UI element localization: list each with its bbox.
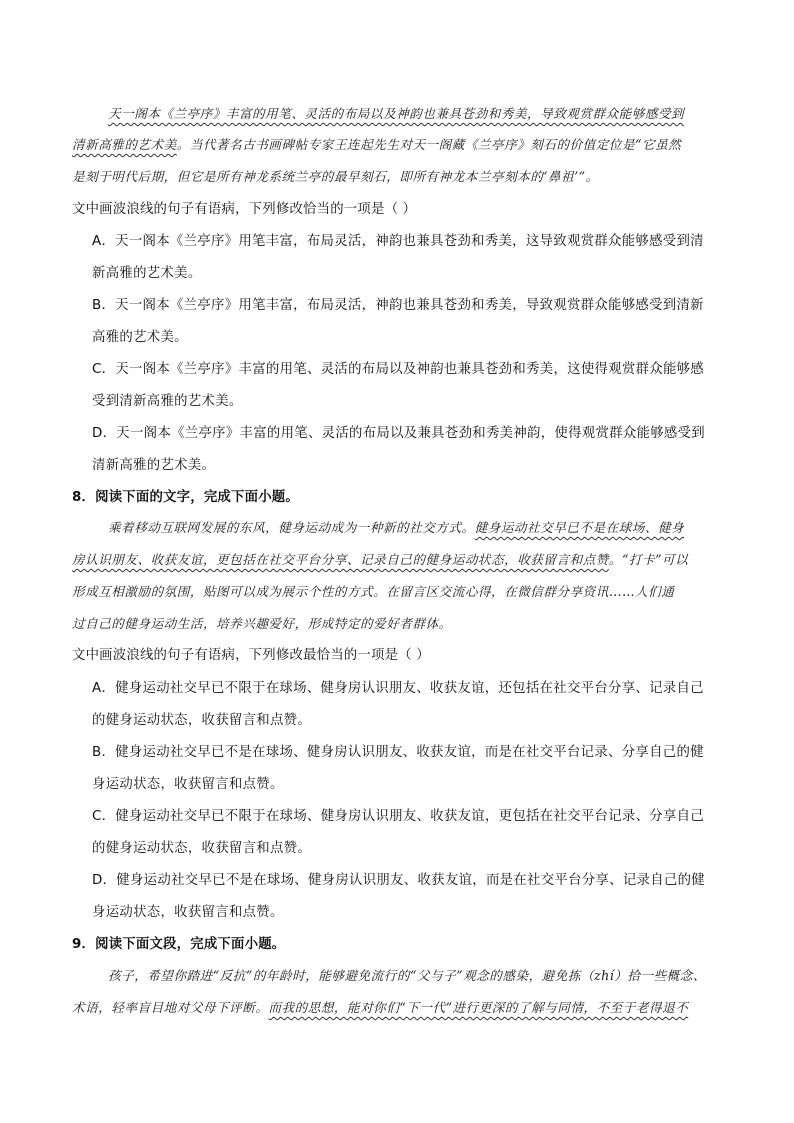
q7-option-c-cont: 受到清新高雅的艺术美。 xyxy=(92,394,243,409)
q8-wavy-sentence-end: 房认识朋友、收获友谊，更包括在社交平台分享、记录自己的健身运动状态，收获留言和点赞 xyxy=(72,552,609,567)
q8-option-c[interactable]: C．健身运动社交早已不限于在球场、健身房认识朋友、收获友谊，更包括在社交平台记录、分享自己 xyxy=(92,809,705,824)
q7-option-d[interactable]: D．天一阁本《兰亭序》丰富的用笔、灵活的布局以及兼具苍劲和秀美神韵，使得观赏群众能够感受到 xyxy=(92,426,705,441)
q7-passage-line-3: 是刻于明代后期，但它是所有神龙系统兰亭的最早刻石，即所有神龙本兰亭刻本的‘鼻祖’”。 xyxy=(72,169,599,184)
q8-option-a[interactable]: A．健身运动社交早已不限于在球场、健身房认识朋友、收获友谊，还包括在社交平台分享、记录自己 xyxy=(92,681,704,696)
q8-heading: 8．阅读下面的文字，完成下面小题。 xyxy=(72,490,299,505)
q8-wavy-sentence: 健身运动社交早已不是在球场、健身 xyxy=(474,520,685,535)
q9-wavy-sentence: 而我的思想，能对你们“下一代”进行更深的了解与同情，不至于老得退不 xyxy=(268,1000,689,1015)
q8-passage-line-1: 乘着移动互联网发展的东风，健身运动成为一种新的社交方式。健身运动社交早已不是在球场、健身 xyxy=(108,520,685,535)
q8-passage-line-2: 房认识朋友、收获友谊，更包括在社交平台分享、记录自己的健身运动状态，收获留言和点赞。“打卡”可以 xyxy=(72,552,689,567)
q7-option-a-cont: 新高雅的艺术美。 xyxy=(92,266,202,281)
q7-option-b[interactable]: B．天一阁本《兰亭序》用笔丰富，布局灵活，神韵也兼具苍劲和秀美，导致观赏群众能够感受到清新 xyxy=(92,298,704,313)
q9-heading: 9．阅读下面文段，完成下面小题。 xyxy=(72,937,286,952)
q8-option-d-cont: 身运动状态，收获留言和点赞。 xyxy=(92,905,284,920)
q7-option-b-cont: 高雅的艺术美。 xyxy=(92,330,188,345)
q8-option-a-cont: 的健身运动状态，收获留言和点赞。 xyxy=(92,713,312,728)
q8-passage-line-3: 形成互相激励的氛围，贴图可以成为展示个性的方式。在留言区交流心得，在微信群分享资讯……人们通 xyxy=(72,584,675,599)
q7-wavy-sentence-end: 清新高雅的艺术美 xyxy=(72,137,177,152)
q8-option-c-cont: 的健身运动状态，收获留言和点赞。 xyxy=(92,841,312,856)
q7-wavy-sentence: 天一阁本《兰亭序》丰富的用笔、灵活的布局以及神韵也兼具苍劲和秀美，导致观赏群众能够感受到 xyxy=(108,106,685,121)
q8-passage-line-4: 过自己的健身运动生活，培养兴趣爱好，形成特定的爱好者群体。 xyxy=(72,616,452,631)
q8-option-b-cont: 身运动状态，收获留言和点赞。 xyxy=(92,777,284,792)
q9-passage-line-1: 孩子，希望你踏进“反抗”的年龄时，能够避免流行的“父与子”观念的感染，避免拣（zhí）拾一些概念、 xyxy=(108,968,706,983)
q7-option-a[interactable]: A．天一阁本《兰亭序》用笔丰富，布局灵活，神韵也兼具苍劲和秀美，这导致观赏群众能够感受到清 xyxy=(92,234,704,249)
q7-question: 文中画波浪线的句子有语病，下列修改恰当的一项是（ ） xyxy=(72,202,417,217)
q8-option-d[interactable]: D．健身运动社交早已不是在球场、健身房认识朋友、收获友谊，而是在社交平台分享、记录自己的健 xyxy=(92,873,705,888)
q8-option-b[interactable]: B．健身运动社交早已不是在球场、健身房认识朋友、收获友谊，而是在社交平台记录、分享自己的健 xyxy=(92,745,704,760)
q7-option-c[interactable]: C．天一阁本《兰亭序》丰富的用笔、灵活的布局以及神韵也兼具苍劲和秀美，这使得观赏群众能够感 xyxy=(92,362,705,377)
q7-passage-line-2: 清新高雅的艺术美。当代著名古书画碑帖专家王连起先生对天一阁藏《兰亭序》刻石的价值定位是“它虽然 xyxy=(72,137,682,152)
q8-question: 文中画波浪线的句子有语病，下列修改最恰当的一项是（ ） xyxy=(72,648,430,663)
q7-passage-line-1 xyxy=(108,103,684,122)
q9-passage-line-2: 术语，轻率盲目地对父母下评断。而我的思想，能对你们“下一代”进行更深的了解与同情，不至于老得退不 xyxy=(72,1000,689,1015)
q7-option-d-cont: 清新高雅的艺术美。 xyxy=(92,458,216,473)
